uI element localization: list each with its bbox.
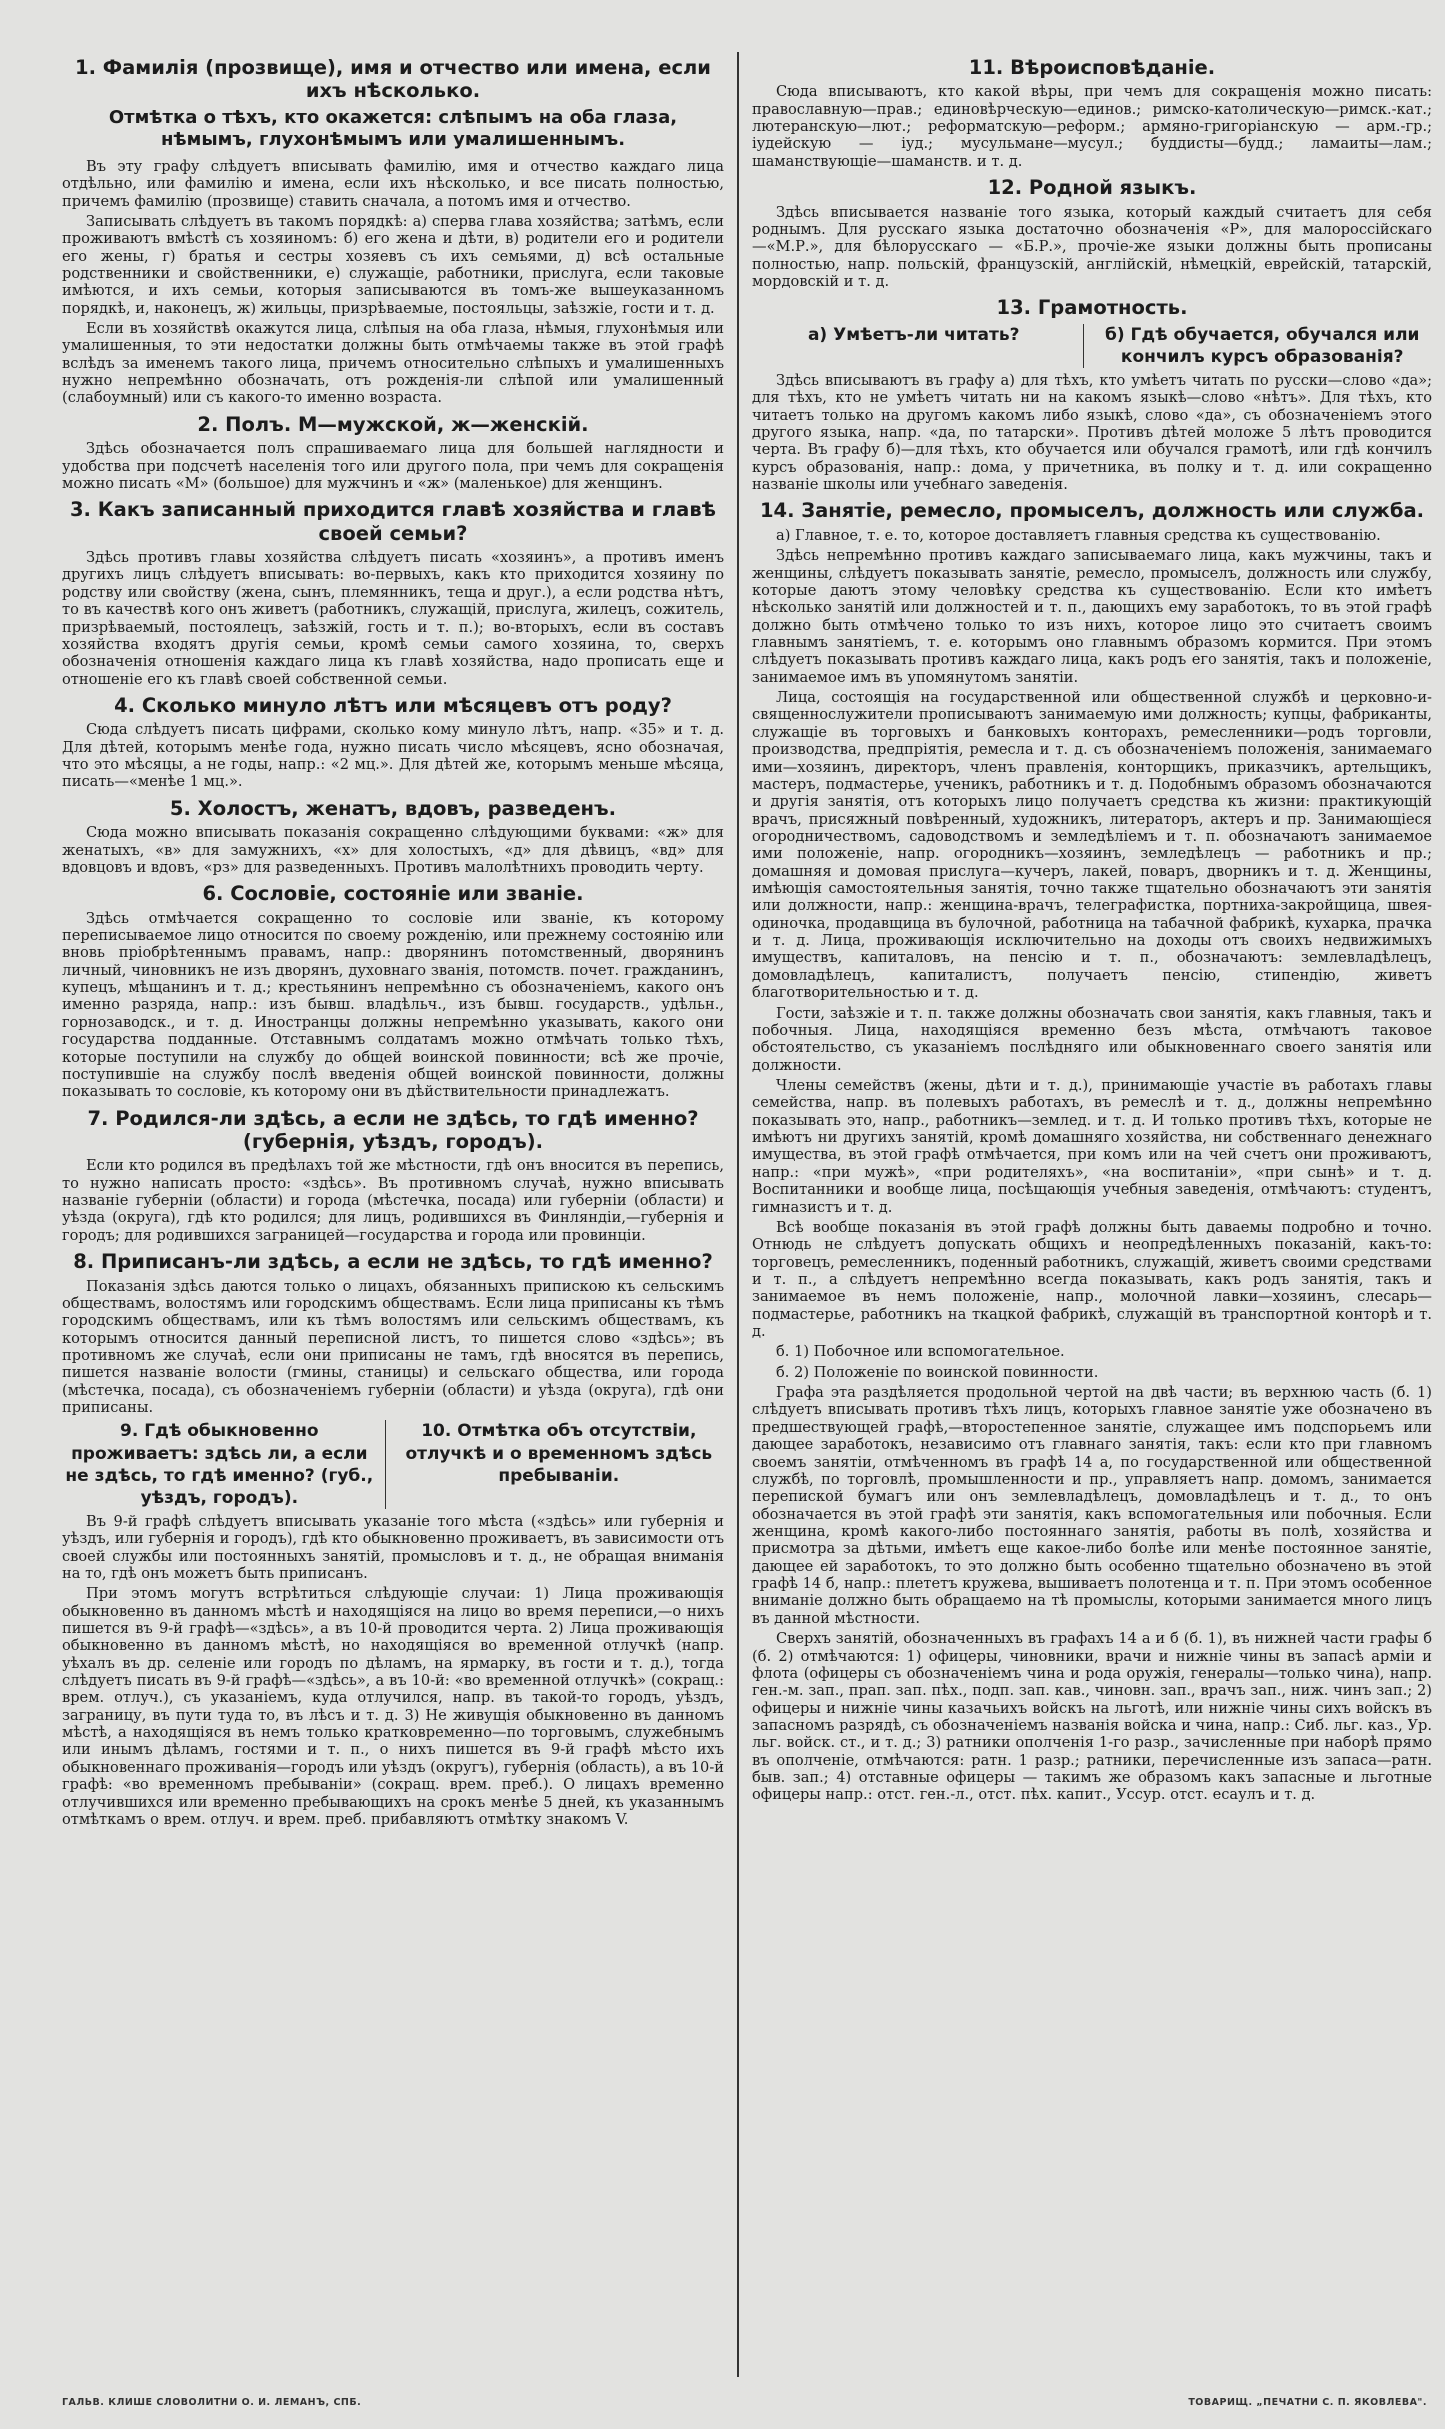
section-14-paragraph: Графа эта раздѣляется продольной чертой на двѣ части; въ верхнюю часть (б. 1) слѣдуетъ вписывать противъ тѣхъ лицъ, которыхъ главное занятіе уже обозначено въ предшествующей графѣ,—второстепенное занятіе, служащее имъ подспорьемъ или дающее заработокъ, независимо отъ главнаго занятія, такъ: если кто при главномъ своемъ занятіи, отмѣченномъ въ графѣ 14 а, по государственной или общественной службѣ, по торговлѣ, промышленности и пр., управляетъ напр. домомъ, занимается перепиской бумагъ или онъ землевладѣлецъ, домовладѣлецъ и т. д., то онъ обозначается въ этой графѣ эти занятія, какъ вспомогательныя или побочныя. Если женщина, кромѣ какого-либо постояннаго занятія, работы въ полѣ, хозяйства и присмотра за дѣтьми, имѣетъ еще какое-либо болѣе или менѣе постоянное занятіе, дающее ей заработокъ, то это должно быть особенно тщательно обозначено въ этой графѣ 14 б, напр.: плететъ кружева, вышиваетъ полотенца и т. п. При этомъ особенное вниманіе должно быть обращаемо на тѣ промыслы, которыми занимается много лицъ въ данной мѣстности. [752,1384,1432,1627]
section-10-title: 10. Отмѣтка объ отсутствіи, отлучкѣ и о временномъ здѣсь пребываніи. [405,1421,713,1486]
section-4-paragraph: Сюда слѣдуетъ писать цифрами, сколько кому минуло лѣтъ, напр. «35» и т. д. Для дѣтей, которымъ менѣе года, нужно писать число мѣсяцевъ, ясно обозначая, что это мѣсяцы, а не годы, напр.: «2 мц.». Для дѣтей же, которымъ меньше мѣсяца, писать—«менѣе 1 мц.». [62,721,724,791]
section-3-title: 3. Какъ записанный приходится главѣ хозяйства и главѣ своей семьи? [69,498,717,545]
left-column [62,50,724,2380]
section-14-paragraph: Здѣсь непремѣнно противъ каждаго записываемаго лица, какъ мужчины, такъ и женщины, слѣдуетъ показывать занятіе, ремесло, промыселъ, должность или службу, которые даютъ этому человѣку средства къ существованію. Если кто имѣетъ нѣсколько занятій или должностей и т. п., дающихъ ему заработокъ, то въ этой графѣ должно быть отмѣчено только то изъ нихъ, которое лицо это считаетъ своимъ главнымъ занятіемъ, т. е. которымъ оно главнымъ образомъ кормится. При этомъ слѣдуетъ показывать противъ каждаго лица, какъ родъ его занятія, такъ и положеніе, занимаемое имъ въ упомянутомъ занятіи. [752,547,1432,686]
section-7-paragraph: Если кто родился въ предѣлахъ той же мѣстности, гдѣ онъ вносится въ перепись, то нужно написать просто: «здѣсь». Въ противномъ случаѣ, нужно вписывать названіе губерніи (области) и города (мѣстечка, посада) или губерніи (области) и уѣзда (округа), гдѣ кто родился; для лицъ, родившихся въ Финляндіи,—губернія и городъ; для родившихся заграницей—государства и города или провинціи. [62,1157,724,1244]
section-9-paragraph: При этомъ могутъ встрѣтиться слѣдующіе случаи: 1) Лица проживающія обыкновенно въ данномъ мѣстѣ и находящіяся на лицо во время переписи,—о нихъ пишется въ 9-й графѣ—«здѣсь», а въ 10-й проводится черта. 2) Лица проживающія обыкновенно въ данномъ мѣстѣ, но находящіяся во временной отлучкѣ (напр. уѣхалъ въ др. селеніе или городъ по дѣламъ, на ярмарку, въ гости и т. д.), тогда слѣдуетъ писать въ 9-й графѣ—«здѣсь», а въ 10-й: «во временной отлучкѣ» (сокращ.: врем. отлуч.), съ указаніемъ, куда отлучился, напр. въ такой-то городъ, уѣздъ, заграницу, въ пути тудa то, въ лѣсъ и т. д. 3) Не живущія обыкновенно въ данномъ мѣстѣ, а находящіяся въ немъ только кратковременно—по торговымъ, служебнымъ или инымъ дѣламъ, гостями и т. п., о нихъ пишется въ 9-й графѣ мѣсто ихъ обыкновеннаго проживанія—городъ или уѣздъ (округъ), губернія (область), а въ 10-й графѣ: «во временномъ пребываніи» (сокращ. врем. преб.). О лицахъ временно отлучившихся или временно пребывающихъ на срокъ менѣе 5 дней, къ указаннымъ отмѣткамъ о врем. отлуч. и врем. преб. прибавляютъ отмѣтку знакомъ V. [62,1585,724,1828]
section-13a-title: а) Умѣетъ-ли читать? [752,324,1084,368]
right-column [752,50,1432,2380]
section-3-paragraph: Здѣсь противъ главы хозяйства слѣдуетъ писать «хозяинъ», а противъ именъ другихъ лицъ слѣдуетъ вписывать: во-первыхъ, какъ кто приходится хозяину по родству или свойству (жена, сынъ, племянникъ, теща и друг.), а если родства нѣтъ, то въ качествѣ кого онъ живетъ (работникъ, служащій, прислуга, жилецъ, сожитель, призрѣваемый, постоялецъ, заѣзжій, гость и т. п.); во-вторыхъ, если въ составъ хозяйства входятъ другія семьи, кромѣ семьи самого хозяина, то, сверхъ обозначенія отношенія каждаго лица къ главѣ хозяйства, надо прописать еще и отношеніе его къ главѣ своей собственной семьи. [62,549,724,688]
section-11-paragraph: Сюда вписываютъ, кто какой вѣры, при чемъ для сокращенія можно писать: православную—прав.; единовѣрческую—единов.; римско-католическую—римск.-кат.; лютеранскую—лют.; реформатскую—реформ.; армяно-григоріанскую — арм.-гр.; іудейскую — іуд.; мусульмане—мусул.; буддисты—будд.; ламаиты—лам.; шаманствующіе—шаманств. и т. д. [752,83,1432,170]
section-8-title: 8. Приписанъ-ли здѣсь, а если не здѣсь, то гдѣ именно? [73,1250,713,1274]
section-13-title: 13. Грамотность. [996,296,1188,320]
section-9-title: 9. Гдѣ обыкновенно проживаетъ: здѣсь ли, а если не здѣсь, то гдѣ именно? (губ., уѣздъ, городъ). [62,1420,386,1508]
section-6-paragraph: Здѣсь отмѣчается сокращенно то сословіе или званіе, къ которому переписываемое лицо относится по своему рожденію, или прежнему состоянію или вновь пріобрѣтеннымъ правамъ, напр.: дворянинъ потомственный, дворянинъ личный, чиновникъ не изъ дворянъ, духовнаго званія, потомств. почет. гражданинъ, купецъ, мѣщанинъ и т. д.; крестьянинъ непремѣнно съ обозначеніемъ, какого онъ именно разряда, напр.: изъ бывш. владѣльч., изъ бывш. государств., удѣльн., горнозаводск., и т. д. Иностранцы должны непремѣнно указывать, какого они государства подданные. Отставнымъ солдатамъ можно отмѣчать только тѣхъ, которые поступили на службу до общей воинской повинности; всѣ же прочіе, поступившіе на службу послѣ введенія общей воинской повинности, должны показывать то сословіе, къ которому они въ дѣйствительности принадлежатъ. [62,909,724,1101]
section-13-paragraph: Здѣсь вписываютъ въ графу а) для тѣхъ, кто умѣетъ читать по русски—слово «да»; для тѣхъ, кто не умѣетъ читать ни на какомъ языкѣ—слово «нѣтъ». Для тѣхъ, кто читаетъ только на другомъ какомъ либо языкѣ, слово «да», съ обозначеніемъ этого другого языка, напр. «да, по татарски». Противъ дѣтей моложе 5 лѣтъ проводится черта. Въ графу б)—для тѣхъ, кто обучается или обучался грамотѣ, или гдѣ кончилъ курсъ образованія, напр.: дома, у причетника, въ полку и т. д. или сокращенно названіе школы или учебнаго заведенія. [752,371,1432,494]
section-11-title: 11. Вѣроисповѣданіе. [968,56,1216,79]
section-9-10-header [62,1420,724,1508]
section-5-title: 5. Холостъ, женатъ, вдовъ, разведенъ. [169,796,617,820]
section-14-paragraph: Всѣ вообще показанія въ этой графѣ должны быть даваемы подробно и точно. Отнюдь не слѣдуетъ допускать общихъ и неопредѣленныхъ показаній, какъ-то: торговецъ, ремесленникъ, поденный работникъ, служащій, живетъ своими средствами и т. п., а слѣдуетъ непремѣнно всегда показывать, какъ родъ занятія, такъ и занимаемое въ немъ положеніе, напр., молочной лавки—хозяинъ, слесарь—подмастерье, работникъ на ткацкой фабрикѣ, служащій въ транспортной конторѣ и т. д. [752,1218,1432,1341]
section-5-paragraph: Сюда можно вписывать показанія сокращенно слѣдующими буквами: «ж» для женатыхъ, «в» для замужнихъ, «х» для холостыхъ, «д» для дѣвицъ, «вд» для вдовцовъ и вдовъ, «рз» для разведенныхъ. Противъ малолѣтнихъ проводить черту. [62,824,724,876]
section-7-title: 7. Родился-ли здѣсь, а если не здѣсь, то гдѣ именно? (губернія, уѣздъ, городъ). [87,1106,699,1153]
section-13b-title: б) Гдѣ обучается, обучался или кончилъ курсъ образованія? [1104,324,1420,367]
section-1-title: 1. Фамилія (прозвище), имя и отчество или имена, если ихъ нѣсколько. [75,56,711,103]
section-1-paragraph: Въ эту графу слѣдуетъ вписывать фамилію, имя и отчество каждаго лица отдѣльно, или фамилію и имена, если ихъ нѣсколько, и все писать полностью, причемъ фамилію (прозвище) ставить сначала, а потомъ имя и отчество. [62,157,724,210]
section-12-title: 12. Родной языкъ. [987,176,1197,200]
footer-printer-right: ТОВАРИЩ. „ПЕЧАТНИ С. П. ЯКОВЛЕВА". [1188,2397,1427,2408]
section-1-paragraph: Записывать слѣдуетъ въ такомъ порядкѣ: а) сперва глава хозяйства; затѣмъ, если проживаютъ вмѣстѣ съ хозяиномъ: б) его жена и дѣти, в) родители его и родители его жены, г) братья и сестры хозяевъ съ ихъ семьями, д) всѣ остальные родственники и свойственники, е) служащіе, работники, прислуга, если таковые имѣются, и ихъ семьи, которыя записываются въ томъ-же вышеуказанномъ порядкѣ, и, наконецъ, ж) жильцы, призрѣваемые, постояльцы, заѣзжіе, гости и т. д. [62,212,724,317]
section-13-subheader [752,324,1432,368]
section-6-title: 6. Сословіе, состояніе или званіе. [202,882,584,906]
section-9-paragraph: Въ 9-й графѣ слѣдуетъ вписывать указаніе того мѣста («здѣсь» или губернія и уѣздъ, или губернія и городъ), гдѣ кто обыкновенно проживаетъ, въ зависимости отъ своей службы или постоянныхъ занятій, промысловъ и т. д., не обращая вниманія на то, гдѣ онъ можетъ быть приписанъ. [62,1512,724,1582]
section-14-paragraph: Члены семействъ (жены, дѣти и т. д.), принимающіе участіе въ работахъ главы семейства, напр. въ полевыхъ работахъ, въ ремеслѣ и т. д., должны непремѣнно показывать это, напр., работникъ—землед. и т. д. И только противъ тѣхъ, которые не имѣютъ ни другихъ занятій, кромѣ домашняго хозяйства, ни собственнаго денежнаго имущества, въ этой графѣ отмѣчается, при комъ или на чей счетъ они проживаютъ, напр.: «при мужѣ», «при родителяхъ», «на воспитаніи», «при сынѣ» и т. д. Воспитанники и вообще лица, посѣщающія учебныя заведенія, отмѣчаютъ: студентъ, гимназистъ и т. д. [752,1077,1432,1216]
section-4-title: 4. Сколько минуло лѣтъ или мѣсяцевъ отъ роду? [114,693,672,717]
section-14-title: 14. Занятіе, ремесло, промыселъ, должность или служба. [759,499,1425,523]
section-12-paragraph: Здѣсь вписывается названіе того языка, который каждый считаетъ для себя роднымъ. Для русскаго языка достаточно обозначенія «Р», для малороссійскаго—«М.Р.», для бѣлорусскаго — «Б.Р.», прочіе-же языки должны быть прописаны полностью, напр. польскій, французскій, англійскій, нѣмецкій, еврейскій, татарскій, мордовскій и т. д. [752,203,1432,291]
section-8-paragraph: Показанія здѣсь даются только о лицахъ, обязанныхъ припискою къ сельскимъ обществамъ, волостямъ или городскимъ обществамъ. Если лица приписаны къ тѣмъ городскимъ обществамъ, или къ тѣмъ волостямъ или сельскимъ обществамъ, къ которымъ относится данный переписной листъ, то пишется слово «здѣсь»; въ противномъ же случаѣ, если они приписаны не тамъ, гдѣ вносятся въ перепись, пишется названіе волости (гмины, станицы) и сельскаго общества, или города (мѣстечка, посада), съ обозначеніемъ губерніи (области) и уѣзда (округа), гдѣ они приписаны. [62,1277,724,1417]
section-14a-subtitle: а) Главное, т. е. то, которое доставляетъ главныя средства къ существованію. [776,526,1381,544]
section-14-paragraph: Лица, состоящія на государственной или общественной службѣ и церковно-и-священнослужители прописываютъ занимаемую ими должность; купцы, фабриканты, служащіе въ торговыхъ и банковыхъ конторахъ, ремесленники—родъ торговли, производства, предпріятія, ремесла и т. д. съ обозначеніемъ положенія, занимаемаго ими—хозяинъ, директоръ, членъ правленія, конторщикъ, приказчикъ, артельщикъ, мастеръ, подмастерье, ученикъ, работникъ и т. д. Подобнымъ образомъ обозначаются и другія занятія, отъ которыхъ лицо получаетъ средства къ жизни: практикующій врачъ, присяжный повѣренный, художникъ, литераторъ, актеръ и пр. Занимающіеся огородничествомъ, садоводствомъ и земледѣліемъ и т. п. обозначаютъ занимаемое ими положеніе, напр. огородникъ—хозяинъ, земледѣлецъ — работникъ и пр.; домашняя и домовая прислуга—кучеръ, лакей, поваръ, дворникъ и т. д. Женщины, имѣющія самостоятельныя занятія, точно также тщательно обозначаютъ эти занятія или должности, напр.: женщина-врачъ, телеграфистка, портниха-закройщица, швея-одиночка, продавщица въ булочной, работница на табачной фабрикѣ, кухарка, прачка и т. д. Лица, проживающія исключительно на доходы отъ своихъ недвижимыхъ имуществъ, капиталовъ, на пенсію и т. п., обозначаютъ: землевладѣлецъ, домовладѣлецъ, капиталистъ, получаетъ пенсію, стипендію, живетъ благотворительностью и т. д. [752,689,1432,1002]
section-14b2-subtitle: б. 2) Положеніе по воинской повинности. [776,1363,1099,1381]
footer-printer-left: ГАЛЬВ. КЛИШЕ СЛОВОЛИТНИ О. И. ЛЕМАНЪ, СПБ. [62,2397,362,2408]
section-14-paragraph: Сверхъ занятій, обозначенныхъ въ графахъ 14 а и б (б. 1), въ нижней части графы б (б. 2) отмѣчаются: 1) офицеры, чиновники, врачи и нижніе чины въ запасѣ арміи и флота (офицеры съ обозначеніемъ чина и рода оружія, генералы—только чина), напр. ген.-м. зап., прап. зап. пѣх., подп. зап. кав., чиновн. зап., врачъ зап., ниж. чинъ зап.; 2) офицеры и нижніе чины казачьихъ войскъ на льготѣ, или нижніе чины сихъ войскъ въ запасномъ разрядѣ, съ обозначеніемъ названія войска и чина, напр.: Сиб. льг. каз., Ур. льг. войск. ст., и т. д.; 3) ратники ополченія 1-го разр., зачисленные при наборѣ прямо въ ополченіе, отмѣчаются: ратн. 1 разр.; ратники, перечисленные изъ запаса—ратн. быв. зап.; 4) отставные офицеры — такимъ же образомъ какъ запасные и льготные офицеры напр.: отст. ген.-л., отст. пѣх. капит., Уссур. отст. есаулъ и т. д. [752,1630,1432,1804]
section-14-paragraph: Гости, заѣзжіе и т. п. также должны обозначать свои занятія, какъ главныя, такъ и побочныя. Лица, находящіяся временно безъ мѣста, отмѣчаютъ таковое обстоятельство, съ указаніемъ послѣдняго или обыкновеннаго своего занятія или должности. [752,1004,1432,1074]
section-1-paragraph: Если въ хозяйствѣ окажутся лица, слѣпыя на оба глаза, нѣмыя, глухонѣмыя или умалишенныя, то эти недостатки должны быть отмѣчаемы также въ этой графѣ вслѣдъ за именемъ такого лица, причемъ относительно слѣпыхъ и умалишенныхъ нужно непремѣнно обозначать, отъ рожденія-ли слѣпой или умалишенный (слабоумный) или съ какого-то именно возраста. [62,320,724,407]
section-14b1-subtitle: б. 1) Побочное или вспомогательное. [776,1343,1065,1361]
column-divider [737,52,739,2377]
section-1-subtitle: Отмѣтка о тѣхъ, кто окажется: слѣпымъ на оба глаза, нѣмымъ, глухонѣмымъ или умалишеннымъ. [108,106,678,151]
section-2-title: 2. Полъ. М—мужской, ж—женскій. [197,412,589,436]
section-2-paragraph: Здѣсь обозначается полъ спрашиваемаго лица для большей наглядности и удобства при подсчетѣ населенія того или другого пола, при чемъ для сокращенія можно писать «М» (большое) для мужчинъ и «ж» (маленькое) для женщинъ. [62,440,724,492]
